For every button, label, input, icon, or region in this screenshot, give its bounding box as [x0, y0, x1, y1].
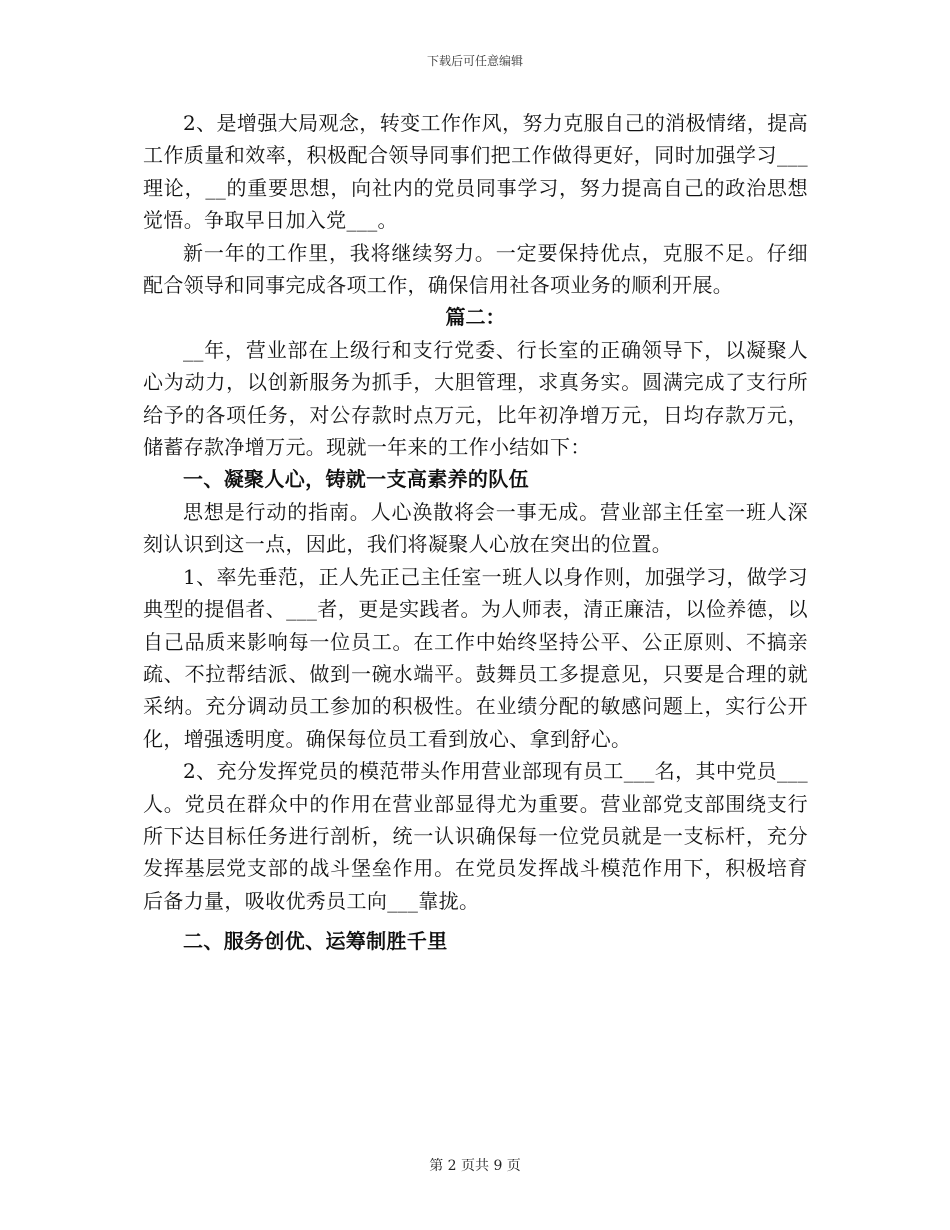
page-header: 下载后可任意编辑 — [426, 54, 523, 68]
heading-2: 二、服务创优、运筹制胜千里 — [183, 929, 448, 954]
section-title: 篇二： — [445, 305, 506, 330]
paragraph-3: __年，营业部在上级行和支行党委、行长室的正确领导下，以凝聚人心为动力，以创新服务为抓手，大胆管理，求真务实。圆满完成了支行所给予的各项任务，对公存款时点万元，比年初净增万元，日均存款万元，储蓄存款净增万元。现就一年来的工作小结如下： — [143, 337, 808, 460]
paragraph-5: 1、率先垂范，正人先正己主任室一班人以身作则，加强学习，做学习典型的提倡者、___者，更是实践者。为人师表，清正廉洁，以俭养德，以自己品质来影响每一位员工。在工作中始终坚持公平、公正原则、不搞亲疏、不拉帮结派、做到一碗水端平。鼓舞员工多提意见，只要是合理的就采纳。充分调动员工参加的积极性。在业绩分配的敏感问题上，实行公开化，增强透明度。确保每位员工看到放心、拿到舒心。 — [143, 564, 808, 751]
paragraph-4: 思想是行动的指南。人心涣散将会一事无成。营业部主任室一班人深刻认识到这一点，因此，我们将凝聚人心放在突出的位置。 — [143, 499, 808, 557]
heading-1: 一、凝聚人心，铸就一支高素养的队伍 — [183, 467, 529, 492]
paragraph-1: 2、是增强大局观念，转变工作作风，努力克服自己的消极情绪，提高工作质量和效率，积极配合领导同事们把工作做得更好，同时加强学习___理论，__的重要思想，向社内的党员同事学习，努力提高自己的政治思想觉悟。争取早日加入党___。 — [143, 111, 808, 233]
document-body — [143, 107, 808, 958]
paragraph-6: 2、充分发挥党员的模范带头作用营业部现有员工___名，其中党员___人。党员在群众中的作用在营业部显得尤为重要。营业部党支部围绕支行所下达目标任务进行剖析，统一认识确保每一位党员就是一支标杆，充分发挥基层党支部的战斗堡垒作用。在党员发挥战斗模范作用下，积极培育后备力量，吸收优秀员工向___靠拢。 — [143, 759, 808, 913]
page-footer: 第 2 页共 9 页 — [429, 1158, 521, 1174]
paragraph-2: 新一年的工作里，我将继续努力。一定要保持优点，克服不足。仔细配合领导和同事完成各项工作，确保信用社各项业务的顺利开展。 — [143, 240, 808, 298]
